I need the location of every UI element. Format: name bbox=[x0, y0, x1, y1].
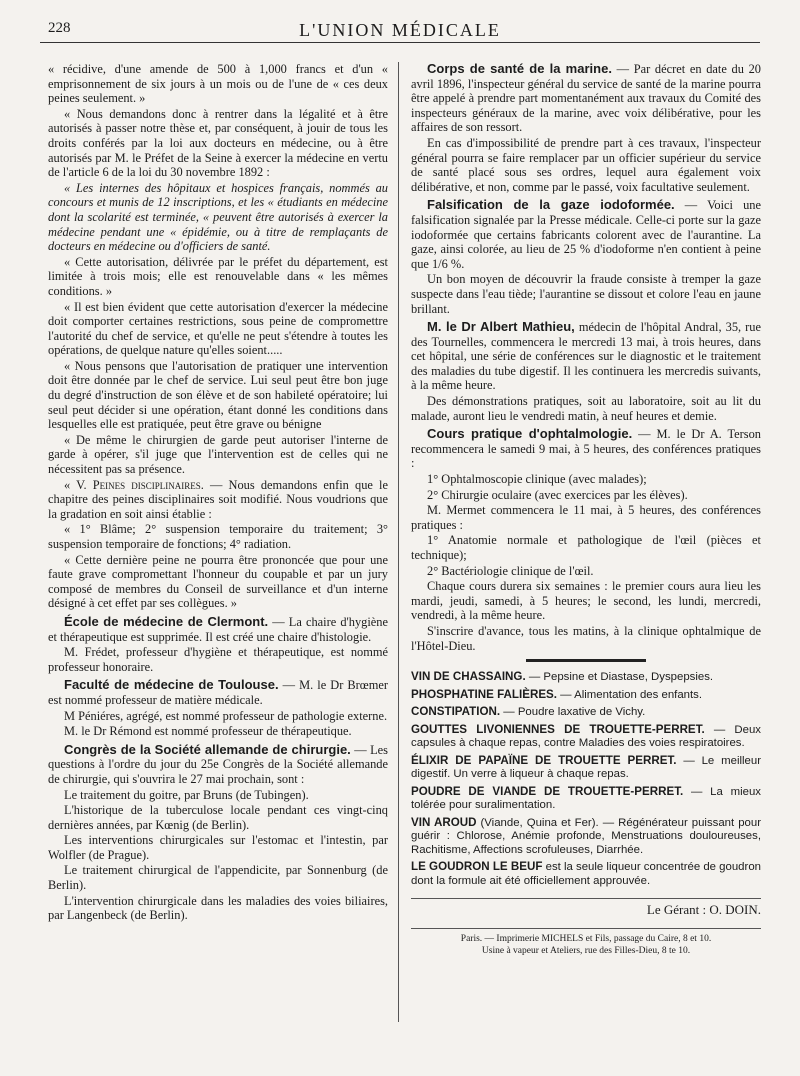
advertisement bbox=[411, 785, 761, 813]
news-text: — Les questions à l'ordre du jour du 25e Congrès de la Société allemande de chirurgie, qui s'ouvrira le 27 mai prochain, sont : bbox=[48, 742, 388, 786]
ad-product-name: CONSTIPATION. bbox=[411, 705, 501, 719]
paragraph: « De même le chirurgien de garde peut autoriser l'interne de garde à opérer, s'il juge que l'intervention est de celles qui ne nécessitent pas sa présence. bbox=[48, 432, 388, 477]
ad-text: — La mieux tolérée pour suralimentation. bbox=[411, 785, 761, 812]
column-divider bbox=[398, 62, 399, 1022]
news-text: — La chaire d'hygiène et thérapeutique est supprimée. Il est créé une chaire d'histologie. bbox=[48, 614, 388, 644]
news-heading: Congrès de la Société allemande de chirurgie. bbox=[64, 741, 351, 757]
quoted-law-paragraph: « Les internes des hôpitaux et hospices français, nommés au concours et munis de 12 inscriptions, et les « étudiants en médecine dont la scolarité est terminée, « peuvent être autorisés à exercer la médecine pendant une « épidémie, ou à titre de remplaçants de docteurs en médecine ou d'officiers de santé. bbox=[48, 180, 388, 254]
news-text: médecin de l'hôpital Andral, 35, rue des Tournelles, commencera le mercredi 13 mai, à trois heures, dans cet hôpital, une série de conférences sur le diagnostic et le traitement des maladies du tube digestif. Il les continuera les mercredis suivants, à la même heure. bbox=[411, 320, 761, 393]
ad-product-name: VIN AROUD bbox=[411, 815, 477, 829]
paragraph-text: — Nous demandons enfin que le chapitre des peines disciplinaires soit modifié. Nous voudrions que la gradation en soit ainsi établie : bbox=[48, 477, 388, 521]
journal-title: L'UNION MÉDICALE bbox=[299, 20, 501, 40]
ad-text: — Alimentation des enfants. bbox=[557, 688, 703, 701]
paragraph: 2° Bactériologie clinique de l'œil. bbox=[427, 563, 594, 578]
ad-product-name: PHOSPHATINE FALIÈRES. bbox=[411, 687, 558, 701]
paragraph: En cas d'impossibilité de prendre part à ces travaux, l'inspecteur général pourra se faire remplacer par un officier supérieur du service de santé placé sous ses ordres, lequel aura également voix délibérative, et non, comme par le passé, voix facultative seulement. bbox=[411, 135, 761, 194]
ad-text: — Poudre laxative de Vichy. bbox=[500, 706, 646, 719]
paragraph: « Cette autorisation, délivrée par le préfet du département, est limitée à trois mois; elle est renouvelable dans « les mêmes conditions. » bbox=[48, 254, 388, 298]
ad-text: — Le meilleur digestif. Un verre à liqueur à chaque repas. bbox=[411, 754, 761, 781]
ad-product-name: GOUTTES LIVONIENNES DE TROUETTE-PERRET. bbox=[411, 722, 705, 736]
paragraph: Les interventions chirurgicales sur l'estomac et l'intestin, par Wolfler (de Prague). bbox=[48, 833, 388, 862]
news-item bbox=[411, 62, 761, 135]
news-item bbox=[48, 615, 388, 644]
ad-text: — Pepsine et Diastase, Dyspepsies. bbox=[525, 671, 714, 684]
ad-text: est la seule liqueur concentrée de goudron dont la formule ait été officiellement approuvée. bbox=[411, 861, 761, 887]
news-text: — Voici une falsification signalée par la Presse médicale. Celle-ci porte sur la gaze iodoformée que certains fabricants colorent avec de l'aurantine. La gaze, ainsi colorée, au lieu de 25 % d'iodoforme n'en contient à peine que 1/6 %. bbox=[411, 198, 761, 271]
news-heading: Faculté de médecine de Toulouse. bbox=[64, 677, 279, 693]
paragraph: Chaque cours durera six semaines : le premier cours aura lieu les mardi, jeudi, samedi, à 5 heures; le second, les lundi, mercredi, vendredi, à la même heure. bbox=[411, 579, 761, 623]
advertisement bbox=[411, 688, 761, 703]
news-item bbox=[411, 320, 761, 393]
page-number: 228 bbox=[48, 20, 71, 36]
paragraph: M. Frédet, professeur d'hygiène et thérapeutique, est nommé professeur honoraire. bbox=[48, 645, 388, 674]
right-column bbox=[411, 62, 761, 957]
paragraph: « Il est bien évident que cette autorisation d'exercer la médecine doit comporter certaines restrictions, sous peine de compromettre l'autorité du chef de service, et qu'elle ne peut s'étendre à toutes les opérations, de quelque nature qu'elles soient..... bbox=[48, 299, 388, 358]
advertisement bbox=[411, 860, 761, 888]
news-item bbox=[411, 198, 761, 271]
paragraph: L'historique de la tuberculose locale pendant ces vingt-cinq dernières années, par Kœnig (de Berlin). bbox=[48, 803, 388, 832]
printer-imprint bbox=[411, 928, 761, 957]
paragraph: « récidive, d'une amende de 500 à 1,000 francs et d'un « emprisonnement de six jours à un mois ou de l'une de « ces deux peines seulement. » bbox=[48, 62, 388, 106]
news-item bbox=[48, 678, 388, 707]
paragraph: « Nous demandons donc à rentrer dans la légalité et à être autorisés à passer notre thèse et, par conséquent, à jouir de tous les droits conférés par la loi aux docteurs en médecine, ou à être autorisés par M. le Préfet de la Seine à exercer la médecine en vertu de l'article 6 de la loi du 30 novembre 1892 : bbox=[48, 106, 388, 180]
ad-product-name: VIN DE CHASSAING. bbox=[411, 670, 526, 684]
paragraph: « Cette dernière peine ne pourra être prononcée que pour une faute grave compromettant l'honneur du coupable et par un jury composé de membres du Conseil de surveillance et d'un interne désigné à cet effet par ses collègues. » bbox=[48, 552, 388, 611]
paragraph: Le traitement chirurgical de l'appendicite, par Sonnenburg (de Berlin). bbox=[48, 863, 388, 893]
news-heading: École de médecine de Clermont. bbox=[64, 613, 269, 629]
paragraph: « 1° Blâme; 2° suspension temporaire du traitement; 3° suspension temporaire de fonctions; 4° radiation. bbox=[48, 522, 388, 551]
section-lead: « V. Peines disciplinaires. bbox=[64, 477, 204, 492]
ad-text: — Deux capsules à chaque repas, contre Maladies des voies respiratoires. bbox=[411, 723, 761, 750]
advertisement bbox=[411, 816, 761, 858]
paragraph bbox=[48, 478, 388, 522]
page-header bbox=[40, 18, 760, 43]
news-item bbox=[411, 427, 761, 471]
news-heading: Corps de santé de la marine. bbox=[427, 61, 612, 76]
paragraph: M. Mermet commencera le 11 mai, à 5 heures, des conférences pratiques : bbox=[411, 503, 761, 532]
paragraph: 1° Ophtalmoscopie clinique (avec malades); bbox=[427, 472, 647, 487]
paragraph: 1° Anatomie normale et pathologique de l'œil (pièces et technique); bbox=[411, 533, 761, 562]
news-text: — M. le Dr Brœmer est nommé professeur de matière médicale. bbox=[48, 678, 388, 707]
paragraph: S'inscrire d'avance, tous les matins, à la clinique ophtalmique de l'Hôtel-Dieu. bbox=[411, 623, 761, 653]
ad-product-name: ÉLIXIR DE PAPAÏNE DE TROUETTE PERRET. bbox=[411, 753, 677, 767]
advertisement bbox=[411, 723, 761, 751]
advertisement bbox=[411, 705, 761, 720]
paragraph: Un bon moyen de découvrir la fraude consiste à tremper la gaze suspecte dans l'eau tiède; l'aurantine se dissout et colore l'eau en jaune brillant. bbox=[411, 272, 761, 316]
ad-product-name: POUDRE DE VIANDE DE TROUETTE-PERRET. bbox=[411, 784, 684, 798]
ad-text: (Viande, Quina et Fer). — Régénérateur puissant pour guérir : Chlorose, Anémie profonde, Menstruations douloureuses, Rachitisme, Affections scrofuleuses, Diarrhée. bbox=[411, 816, 761, 856]
paragraph: M. le Dr Rémond est nommé professeur de thérapeutique. bbox=[64, 724, 352, 739]
news-heading: Falsification de la gaze iodoformée. bbox=[427, 197, 675, 213]
paragraph: L'intervention chirurgicale dans les maladies des voies biliaires, par Langenbeck (de Berlin). bbox=[48, 893, 388, 923]
news-item bbox=[48, 743, 388, 787]
news-text: — Par décret en date du 20 avril 1896, l'inspecteur général du service de santé de la marine pourra être appelé à prendre part momentanément aux travaux du Comité des inspecteurs généraux de la marine, avec voix délibérative, pour les affaires de son ressort. bbox=[411, 62, 761, 135]
left-column bbox=[48, 62, 388, 924]
advertisement bbox=[411, 754, 761, 782]
paragraph: « Nous pensons que l'autorisation de pratiquer une intervention doit être donnée par le chef de service. Lui seul peut être bon juge du degré d'instruction de son élève et de son habileté opératoire; lui seul peut décider si une opération, étant donné les conditions dans lesquelles elle est pratiquée, peut être grave ou bénigne bbox=[48, 358, 388, 432]
imprint-line: Usine à vapeur et Ateliers, rue des Filles-Dieu, 8 te 10. bbox=[481, 945, 691, 956]
news-heading: Cours pratique d'ophtalmologie. bbox=[427, 426, 633, 442]
advertisement bbox=[411, 670, 761, 685]
imprint-line: Paris. — Imprimerie MICHELS et Fils, passage du Caire, 8 et 10. bbox=[460, 933, 712, 944]
paragraph: Des démonstrations pratiques, soit au laboratoire, soit au lit du malade, auront lieu le vendredi matin, à neuf heures et demie. bbox=[411, 394, 761, 423]
news-heading: M. le Dr Albert Mathieu, bbox=[427, 319, 575, 335]
paragraph: 2° Chirurgie oculaire (avec exercices par les élèves). bbox=[427, 487, 688, 502]
paragraph: M Péniéres, agrégé, est nommé professeur de pathologie externe. bbox=[64, 708, 388, 723]
news-text: — M. le Dr A. Terson recommencera le samedi 9 mai, à 5 heures, des conférences pratiques : bbox=[411, 427, 761, 471]
manager-signature-line: Le Gérant : O. DOIN. bbox=[411, 898, 761, 918]
ad-product-name: LE GOUDRON LE BEUF bbox=[411, 860, 543, 874]
paragraph: Le traitement du goitre, par Bruns (de Tubingen). bbox=[64, 787, 309, 802]
section-divider bbox=[526, 659, 646, 662]
